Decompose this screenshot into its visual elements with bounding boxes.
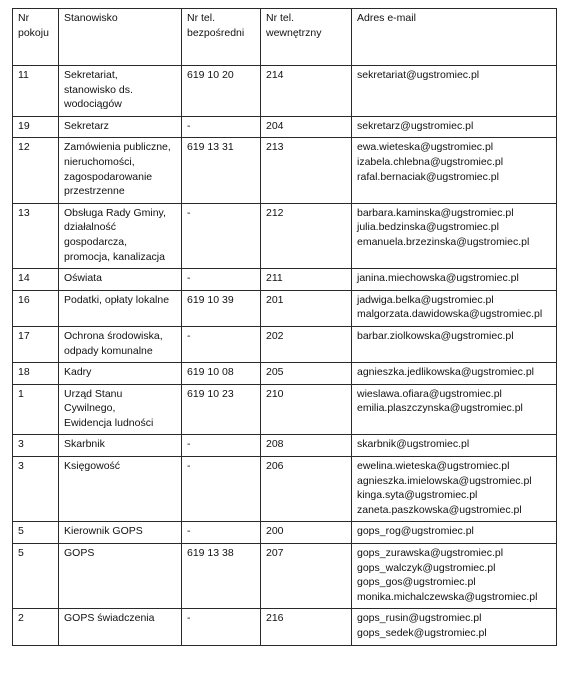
room-cell: [13, 363, 59, 385]
email-cell-line[interactable]: barbara.kaminska@ugstromiec.pl: [357, 206, 514, 219]
header-email-line: Adres e-mail: [357, 12, 416, 24]
header-direct-line: bezpośredni: [187, 26, 245, 39]
email-cell-line[interactable]: julia.bedzinska@ugstromiec.pl: [357, 221, 499, 234]
email-cell-line[interactable]: rafal.bernaciak@ugstromiec.pl: [357, 170, 499, 183]
unit-cell-line: Sekretariat,: [64, 69, 118, 81]
header-internal-line: wewnętrzny: [266, 26, 322, 39]
email-cell-line[interactable]: gops_walczyk@ugstromiec.pl: [357, 561, 496, 574]
unit-cell: [59, 384, 182, 435]
unit-cell-line: Urząd Stanu: [64, 387, 123, 400]
unit-cell-line: działalność: [64, 221, 116, 234]
table-row: [13, 116, 557, 138]
email-cell-line[interactable]: gops_rusin@ugstromiec.pl: [357, 612, 482, 625]
internal-phone-cell: [261, 203, 352, 268]
room-cell-value: 17: [18, 329, 30, 342]
room-cell-value: 13: [18, 206, 30, 219]
internal-phone-cell-value: 211: [266, 272, 283, 285]
unit-cell: [59, 363, 182, 385]
contact-table: [12, 8, 557, 646]
header-email: [352, 9, 557, 66]
table-row: [13, 522, 557, 544]
email-cell-line[interactable]: gops_rog@ugstromiec.pl: [357, 525, 474, 538]
unit-cell: [59, 138, 182, 203]
room-cell-value: 5: [18, 547, 24, 560]
room-cell: [13, 203, 59, 268]
direct-phone-cell-value: 619 10 23: [187, 387, 234, 400]
header-unit: [59, 9, 182, 66]
email-cell-line[interactable]: agnieszka.imielowska@ugstromiec.pl: [357, 474, 532, 487]
internal-phone-cell: [261, 66, 352, 117]
unit-cell-line: Zamówienia publiczne,: [64, 141, 171, 154]
internal-phone-cell: [261, 609, 352, 645]
room-cell: [13, 66, 59, 117]
email-cell: [352, 609, 557, 645]
unit-cell: [59, 116, 182, 138]
internal-phone-cell: [261, 435, 352, 457]
email-cell-line[interactable]: malgorzata.dawidowska@ugstromiec.pl: [357, 308, 543, 321]
header-room-line: pokoju: [18, 26, 49, 39]
unit-cell-line: GOPS: [64, 547, 95, 560]
email-cell: [352, 435, 557, 457]
internal-phone-cell: [261, 457, 352, 522]
direct-phone-cell-value: 619 13 38: [187, 547, 234, 560]
internal-phone-cell-value: 204: [266, 119, 284, 132]
internal-phone-cell-value: 216: [266, 612, 284, 625]
email-cell: [352, 269, 557, 291]
room-cell-value: 19: [18, 119, 30, 132]
unit-cell-line: wodociągów: [64, 98, 122, 111]
unit-cell-line: Skarbnik: [64, 438, 105, 451]
internal-phone-cell-value: 208: [266, 438, 284, 451]
unit-cell-line: Kadry: [64, 366, 92, 379]
room-cell-value: 5: [18, 525, 24, 538]
direct-phone-cell-value: -: [187, 206, 191, 219]
unit-cell-line: promocja, kanalizacja: [64, 250, 165, 263]
unit-cell-line: Oświata: [64, 272, 102, 285]
room-cell: [13, 116, 59, 138]
unit-cell-line: zagospodarowanie: [64, 170, 153, 183]
table-row: [13, 269, 557, 291]
table-row: [13, 138, 557, 203]
email-cell: [352, 457, 557, 522]
direct-phone-cell-value: 619 10 20: [187, 69, 234, 81]
email-cell: [352, 384, 557, 435]
internal-phone-cell-value: 212: [266, 206, 284, 219]
table-row: [13, 435, 557, 457]
room-cell-value: 18: [18, 366, 30, 379]
unit-cell-line: Księgowość: [64, 460, 121, 473]
internal-phone-cell-value: 202: [266, 329, 284, 342]
room-cell: [13, 544, 59, 609]
unit-cell-line: odpady komunalne: [64, 344, 153, 357]
unit-cell: [59, 290, 182, 326]
direct-phone-cell-value: 619 10 39: [187, 293, 234, 306]
email-cell-line[interactable]: jadwiga.belka@ugstromiec.pl: [357, 293, 494, 306]
email-cell-line[interactable]: kinga.syta@ugstromiec.pl: [357, 489, 478, 502]
email-cell-line[interactable]: gops_zurawska@ugstromiec.pl: [357, 547, 504, 560]
email-cell: [352, 326, 557, 362]
internal-phone-cell: [261, 116, 352, 138]
table-row: [13, 544, 557, 609]
direct-phone-cell: [182, 384, 261, 435]
internal-phone-cell-value: 214: [266, 69, 284, 81]
header-direct-phone: [182, 9, 261, 66]
email-cell-line[interactable]: emanuela.brzezinska@ugstromiec.pl: [357, 235, 530, 248]
unit-cell-line: Podatki, opłaty lokalne: [64, 293, 170, 306]
room-cell-value: 14: [18, 272, 30, 285]
internal-phone-cell: [261, 544, 352, 609]
unit-cell-line: Ochrona środowiska,: [64, 329, 163, 342]
internal-phone-cell: [261, 363, 352, 385]
table-header: [13, 9, 557, 66]
unit-cell-line: nieruchomości,: [64, 155, 135, 168]
email-cell: [352, 66, 557, 117]
unit-cell-line: Obsługa Rady Gminy,: [64, 206, 166, 219]
email-cell-line[interactable]: skarbnik@ugstromiec.pl: [357, 438, 470, 451]
direct-phone-cell: [182, 138, 261, 203]
room-cell: [13, 522, 59, 544]
room-cell-value: 12: [18, 141, 30, 154]
direct-phone-cell-value: -: [187, 460, 191, 473]
email-cell: [352, 363, 557, 385]
email-cell-line[interactable]: janina.miechowska@ugstromiec.pl: [357, 272, 519, 285]
room-cell-value: 11: [18, 69, 29, 81]
email-cell: [352, 203, 557, 268]
direct-phone-cell: [182, 326, 261, 362]
email-cell-line[interactable]: izabela.chlebna@ugstromiec.pl: [357, 155, 504, 168]
room-cell-value: 2: [18, 612, 24, 625]
email-cell-line[interactable]: sekretarz@ugstromiec.pl: [357, 119, 474, 132]
direct-phone-cell: [182, 609, 261, 645]
internal-phone-cell-value: 205: [266, 366, 284, 379]
header-unit-line: Stanowisko: [64, 12, 118, 24]
internal-phone-cell: [261, 384, 352, 435]
internal-phone-cell-value: 200: [266, 525, 284, 538]
table-row: [13, 66, 557, 117]
unit-cell: [59, 522, 182, 544]
table-row: [13, 609, 557, 645]
internal-phone-cell-value: 213: [266, 141, 284, 154]
direct-phone-cell: [182, 544, 261, 609]
direct-phone-cell-value: 619 13 31: [187, 141, 234, 154]
header-room: [13, 9, 59, 66]
unit-cell-line: Ewidencja ludności: [64, 416, 154, 429]
direct-phone-cell: [182, 363, 261, 385]
table-row: [13, 203, 557, 268]
email-cell: [352, 522, 557, 544]
internal-phone-cell: [261, 138, 352, 203]
direct-phone-cell: [182, 435, 261, 457]
email-cell-line[interactable]: wieslawa.ofiara@ugstromiec.pl: [357, 387, 502, 400]
unit-cell: [59, 203, 182, 268]
table-row: [13, 457, 557, 522]
table-row: [13, 363, 557, 385]
room-cell-value: 3: [18, 438, 24, 451]
direct-phone-cell: [182, 116, 261, 138]
direct-phone-cell-value: -: [187, 438, 191, 451]
direct-phone-cell-value: -: [187, 272, 191, 285]
unit-cell: [59, 457, 182, 522]
email-cell-line[interactable]: gops_gos@ugstromiec.pl: [357, 576, 476, 589]
header-internal-phone: [261, 9, 352, 66]
room-cell-value: 3: [18, 460, 24, 473]
unit-cell: [59, 435, 182, 457]
internal-phone-cell: [261, 269, 352, 291]
table-row: [13, 384, 557, 435]
direct-phone-cell-value: 619 10 08: [187, 366, 234, 379]
header-direct-line: Nr tel.: [187, 12, 216, 24]
internal-phone-cell-value: 206: [266, 460, 284, 473]
unit-cell: [59, 609, 182, 645]
email-cell-line[interactable]: ewelina.wieteska@ugstromiec.pl: [357, 460, 510, 473]
table-row: [13, 290, 557, 326]
unit-cell-line: gospodarcza,: [64, 235, 128, 248]
header-internal-line: Nr tel.: [266, 12, 295, 24]
internal-phone-cell: [261, 290, 352, 326]
room-cell: [13, 326, 59, 362]
unit-cell: [59, 269, 182, 291]
internal-phone-cell: [261, 326, 352, 362]
unit-cell-line: Sekretarz: [64, 119, 109, 132]
direct-phone-cell-value: -: [187, 612, 191, 625]
direct-phone-cell: [182, 290, 261, 326]
email-cell-line[interactable]: barbar.ziolkowska@ugstromiec.pl: [357, 329, 514, 342]
room-cell: [13, 384, 59, 435]
room-cell: [13, 138, 59, 203]
email-cell-line[interactable]: ewa.wieteska@ugstromiec.pl: [357, 141, 494, 154]
email-cell: [352, 290, 557, 326]
direct-phone-cell: [182, 269, 261, 291]
unit-cell-line: stanowisko ds.: [64, 83, 133, 96]
room-cell: [13, 609, 59, 645]
header-room-line: Nr: [18, 12, 30, 24]
email-cell-line[interactable]: zaneta.paszkowska@ugstromiec.pl: [357, 503, 522, 516]
unit-cell-line: GOPS świadczenia: [64, 612, 155, 625]
direct-phone-cell-value: -: [187, 525, 191, 538]
email-cell-line[interactable]: gops_sedek@ugstromiec.pl: [357, 627, 487, 639]
direct-phone-cell: [182, 522, 261, 544]
room-cell: [13, 269, 59, 291]
room-cell: [13, 435, 59, 457]
internal-phone-cell-value: 201: [266, 293, 284, 306]
room-cell-value: 16: [18, 293, 30, 306]
room-cell: [13, 290, 59, 326]
direct-phone-cell: [182, 66, 261, 117]
unit-cell-line: Kierownik GOPS: [64, 525, 143, 538]
table-body: [13, 66, 557, 646]
internal-phone-cell: [261, 522, 352, 544]
room-cell-value: 1: [18, 387, 24, 400]
direct-phone-cell: [182, 457, 261, 522]
email-cell-line[interactable]: emilia.plaszczynska@ugstromiec.pl: [357, 402, 523, 415]
internal-phone-cell-value: 210: [266, 387, 284, 400]
email-cell-line[interactable]: sekretariat@ugstromiec.pl: [357, 69, 480, 81]
email-cell: [352, 544, 557, 609]
direct-phone-cell: [182, 203, 261, 268]
direct-phone-cell-value: -: [187, 329, 191, 342]
table-row: [13, 326, 557, 362]
direct-phone-cell-value: -: [187, 119, 191, 132]
internal-phone-cell-value: 207: [266, 547, 284, 560]
unit-cell-line: Cywilnego,: [64, 402, 116, 415]
email-cell: [352, 116, 557, 138]
email-cell-line[interactable]: monika.michalczewska@ugstromiec.pl: [357, 590, 538, 603]
email-cell: [352, 138, 557, 203]
room-cell: [13, 457, 59, 522]
unit-cell-line: przestrzenne: [64, 185, 125, 198]
header-row: [13, 9, 557, 66]
unit-cell: [59, 326, 182, 362]
unit-cell: [59, 544, 182, 609]
unit-cell: [59, 66, 182, 117]
email-cell-line[interactable]: agnieszka.jedlikowska@ugstromiec.pl: [357, 366, 534, 379]
